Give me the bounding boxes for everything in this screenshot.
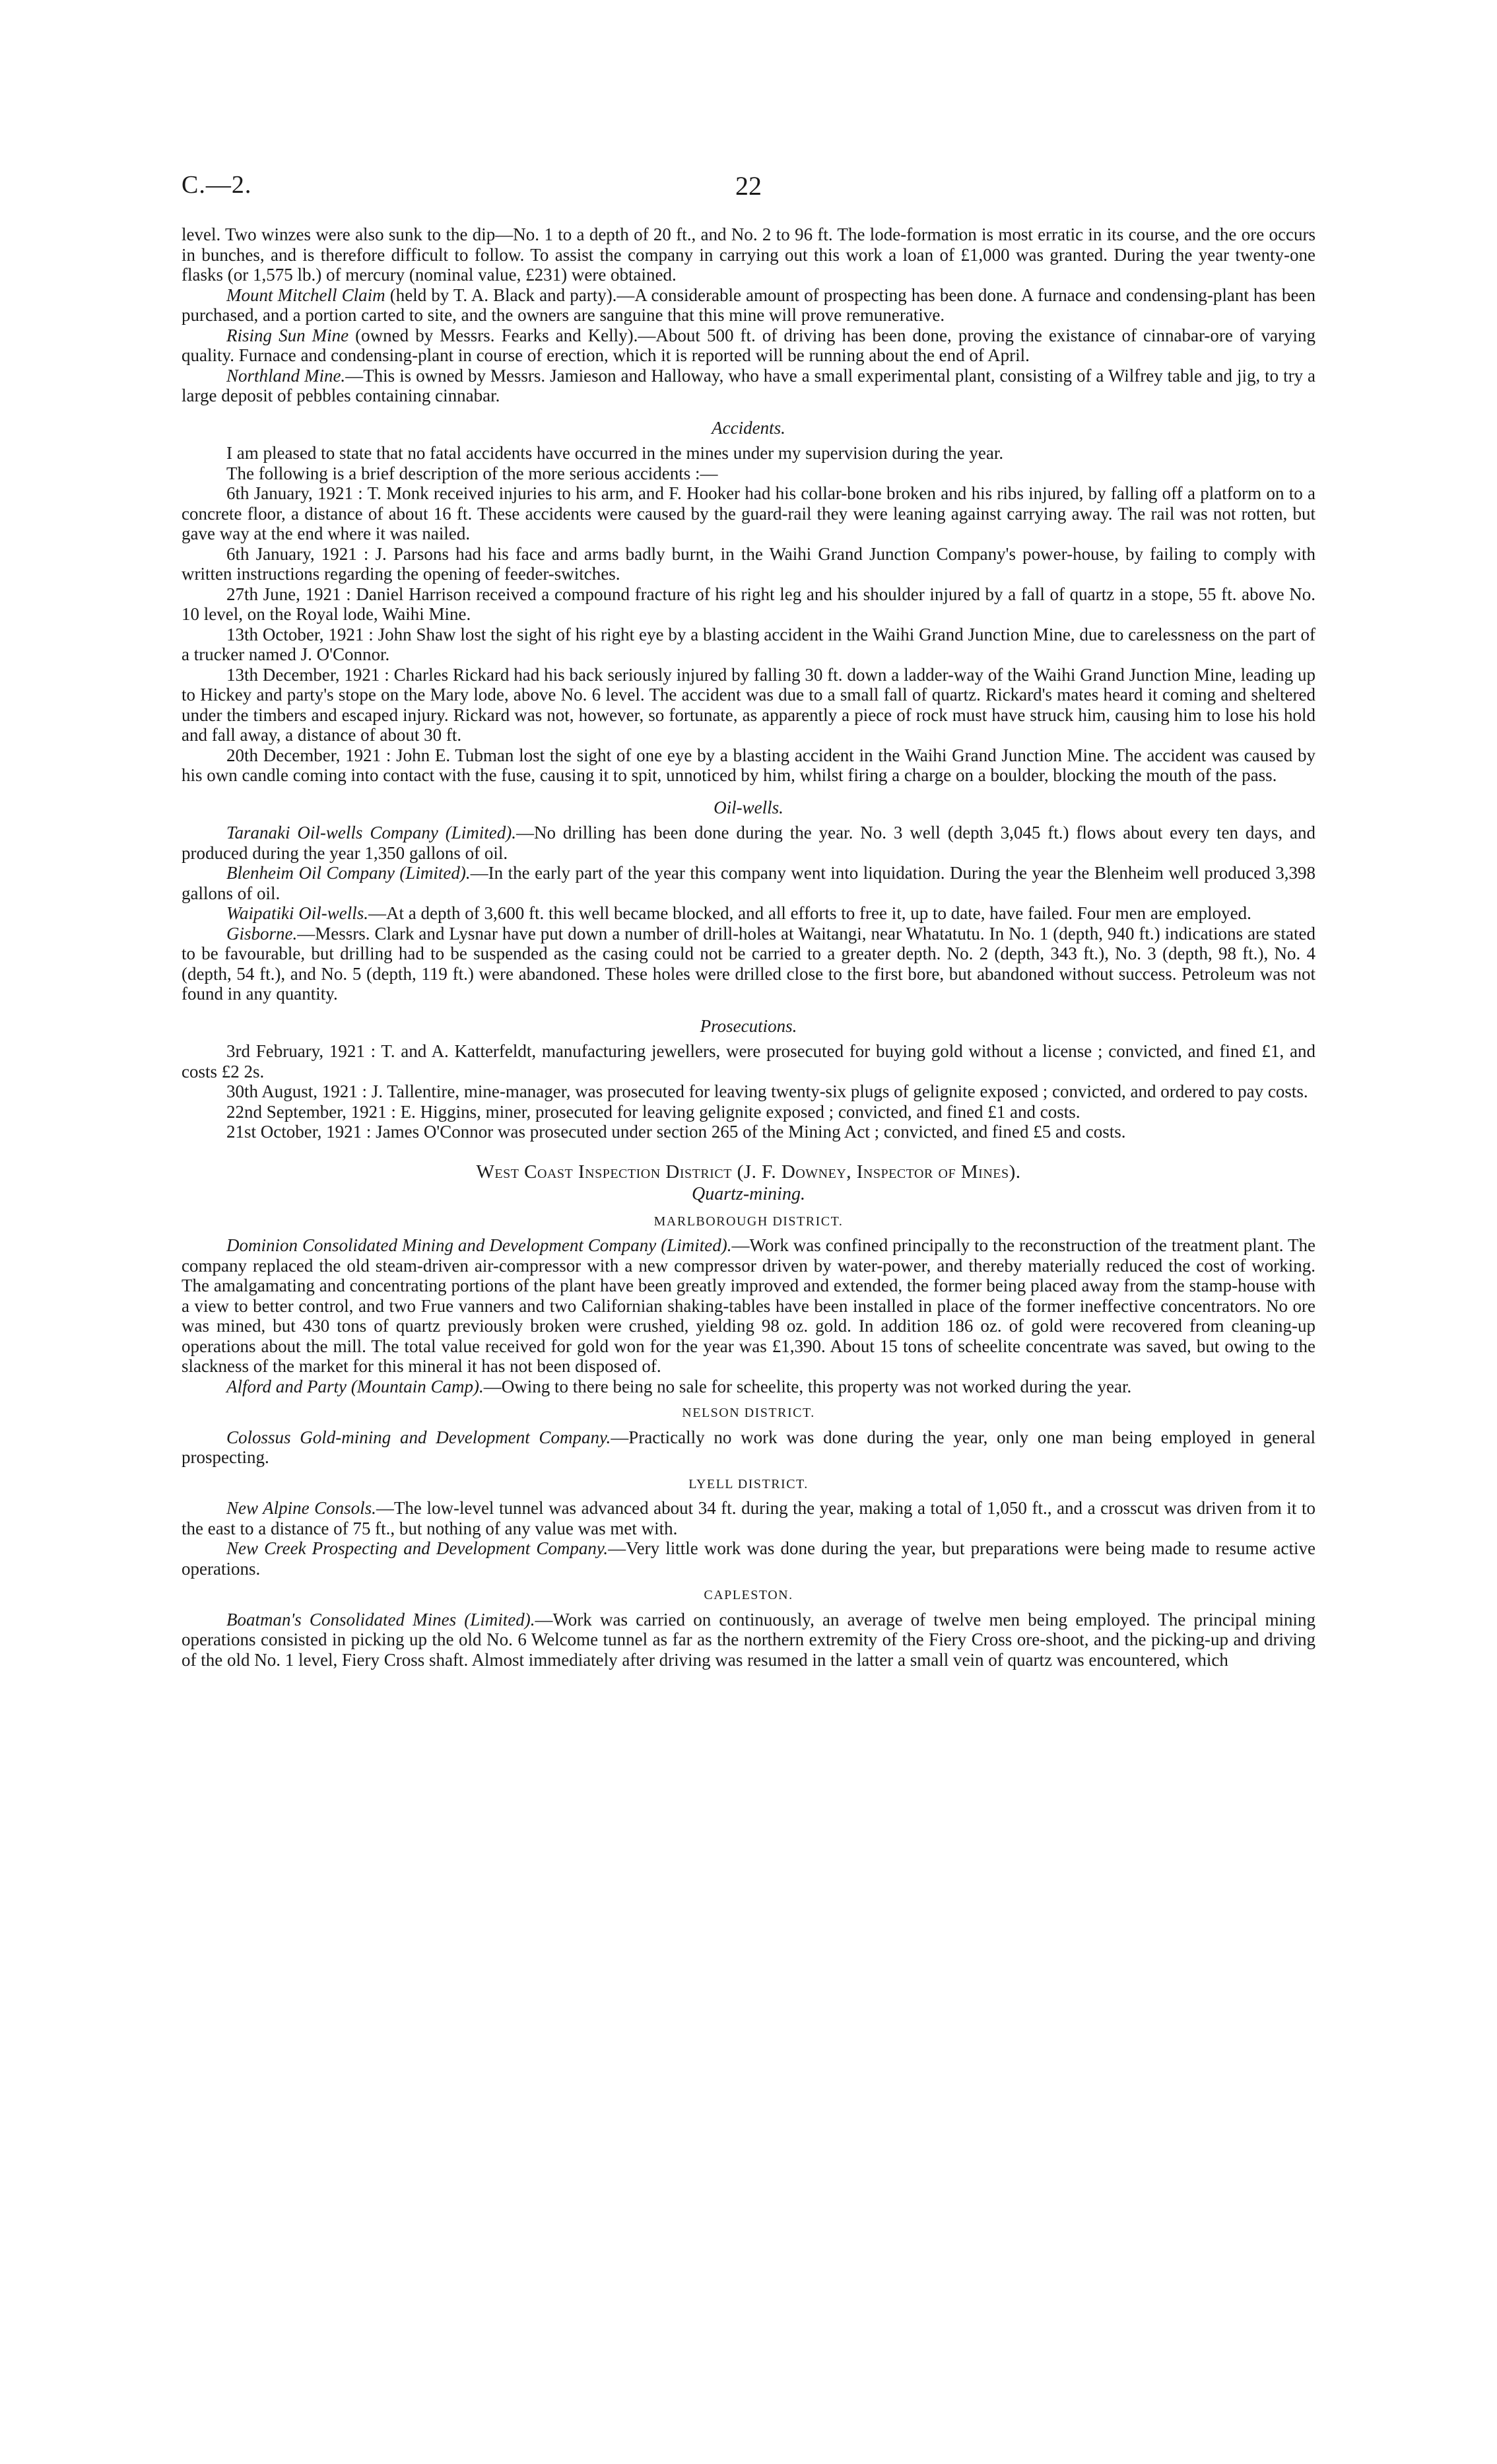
district-label: NELSON DISTRICT. bbox=[682, 1406, 815, 1420]
paragraph-text: —In the early part of the year this company went into liquidation. During the year the Blenheim well produced 3,398 gallons of oil. bbox=[182, 863, 1315, 903]
paragraph-text: 6th January, 1921 : J. Parsons had his face and arms badly burnt, in the Waihi Grand Junction Company's power-house, by failing to comply with written instructions regarding the opening of feeder-switches. bbox=[182, 543, 1315, 584]
paragraph-text: —Practically no work was done during the year, only one man being employed in general prospecting. bbox=[182, 1427, 1316, 1467]
district-label: CAPLESTON. bbox=[704, 1588, 793, 1602]
paragraph bbox=[182, 224, 1315, 285]
italic-title: Colossus Gold-mining and Development Company. bbox=[226, 1427, 611, 1447]
italic-title: Northland Mine. bbox=[226, 365, 346, 386]
italic-title: Blenheim Oil Company (Limited). bbox=[226, 863, 471, 883]
paragraph-text: 3rd February, 1921 : T. and A. Katterfeldt, manufacturing jewellers, were prosecuted for buying gold without a license ; convicted, and fined £1, and costs £2 2s. bbox=[182, 1041, 1315, 1081]
report-body bbox=[182, 224, 1315, 1670]
paragraph bbox=[182, 463, 1315, 484]
paragraph bbox=[182, 863, 1315, 903]
paragraph-text: 22nd September, 1921 : E. Higgins, miner, prosecuted for leaving gelignite exposed ; convicted, and fined £1 and costs. bbox=[226, 1101, 1081, 1122]
district-label: LYELL DISTRICT. bbox=[688, 1476, 809, 1491]
paragraph-text: 13th October, 1921 : John Shaw lost the sight of his right eye by a blasting accident in the Waihi Grand Junction Mine, due to carelessness on the part of a trucker named J. O'Connor. bbox=[182, 624, 1315, 664]
paragraph bbox=[182, 1427, 1315, 1468]
section-heading: Prosecutions. bbox=[700, 1015, 797, 1036]
italic-title: Boatman's Consolidated Mines (Limited). bbox=[226, 1609, 535, 1629]
paragraph-text: 13th December, 1921 : Charles Rickard had his back seriously injured by falling 30 ft. down a ladder-way of the Waihi Grand Junction Mine, leading up to Hickey and party's stope on the Mary lode, above No. 6 level. The accident was due to a small fall of quartz. Rickard's mates heard it coming and sheltered under the timbers and escaped injury. Rickard was not, however, so fortunate, as apparently a piece of rock must have struck him, causing him to lose his hold and fall away, a distance of about 30 ft. bbox=[182, 664, 1315, 745]
paragraph-text: 6th January, 1921 : T. Monk received injuries to his arm, and F. Hooker had his collar-bone broken and his ribs injured, by falling off a platform on to a concrete floor, a distance of about 16 ft. These accidents were caused by the guard-rail they were leaning against carrying away. The rail was not rotten, but gave way at the end where it was nailed. bbox=[182, 483, 1315, 543]
paragraph-text: 27th June, 1921 : Daniel Harrison received a compound fracture of his right leg and his shoulder injured by a fall of quartz in a stope, 55 ft. above No. 10 level, on the Royal lode, Waihi Mine. bbox=[182, 584, 1315, 624]
paragraph bbox=[182, 325, 1315, 366]
paragraph bbox=[182, 665, 1315, 745]
italic-title: Dominion Consolidated Mining and Development Company (Limited). bbox=[226, 1235, 732, 1255]
paragraph bbox=[182, 903, 1315, 924]
paragraph-text: 21st October, 1921 : James O'Connor was prosecuted under section 265 of the Mining Act ; convicted, and fined £5 and costs. bbox=[226, 1122, 1126, 1142]
paragraph-text: 20th December, 1921 : John E. Tubman lost the sight of one eye by a blasting accident in the Waihi Grand Junction Mine. The accident was caused by his own candle coming into contact with the fuse, causing it to spit, unnoticed by him, whilst firing a charge on a boulder, blocking the mouth of the pass. bbox=[182, 745, 1315, 785]
section-heading: Oil-wells. bbox=[714, 797, 783, 817]
paragraph-text: —At a depth of 3,600 ft. this well became blocked, and all efforts to free it, up to date, have failed. Four men are employed. bbox=[368, 903, 1251, 923]
paragraph-text: —Work was confined principally to the reconstruction of the treatment plant. The company replaced the old steam-driven air-compressor with a new compressor driven by water-power, and thereby materially reduced the cost of working. The amalgamating and concentrating portions of the plant have been greatly improved and extended, the former being placed away from the stamp-house with a view to better control, and two Frue vanners and two Californian shaking-tables have been installed in place of the former ineffective concentrators. No ore was mined, but 430 tons of quartz previously broken were crushed, yielding 98 oz. gold. In addition 186 oz. of gold were recovered from cleaning-up operations about the mill. The total value received for gold won for the year was £1,390. About 15 tons of scheelite concentrate was saved, but owing to the slackness of the market for this mineral it has not been disposed of. bbox=[182, 1235, 1315, 1376]
district-heading: West Coast Inspection District (J. F. Downey, Inspector of Mines). bbox=[476, 1161, 1021, 1182]
paragraph bbox=[182, 1377, 1315, 1397]
paragraph bbox=[182, 483, 1315, 544]
italic-title: Waipatiki Oil-wells. bbox=[226, 903, 368, 923]
italic-title: Alford and Party (Mountain Camp). bbox=[226, 1376, 484, 1396]
paragraph bbox=[182, 625, 1315, 665]
paragraph bbox=[182, 285, 1315, 325]
paragraph bbox=[182, 823, 1315, 863]
paragraph bbox=[182, 366, 1315, 406]
paragraph-text: I am pleased to state that no fatal accidents have occurred in the mines under my supervision during the year. bbox=[226, 443, 1004, 463]
paragraph bbox=[182, 1538, 1315, 1579]
italic-title: New Alpine Consols. bbox=[226, 1498, 376, 1518]
paragraph bbox=[182, 1122, 1315, 1142]
page-number: 22 bbox=[735, 171, 762, 201]
paragraph bbox=[182, 1610, 1315, 1670]
paragraph-text: —Very little work was done during the year, but preparations were being made to resume active operations. bbox=[182, 1538, 1315, 1579]
paragraph bbox=[182, 1498, 1315, 1538]
page-header bbox=[182, 170, 1315, 210]
paragraph bbox=[182, 1102, 1315, 1122]
paragraph bbox=[182, 443, 1315, 463]
paragraph-text: (owned by Messrs. Fearks and Kelly).—About 500 ft. of driving has been done, proving the existance of cinnabar-ore of varying quality. Furnace and condensing-plant in course of erection, which it is reported will be running about the end of April. bbox=[182, 325, 1315, 365]
italic-title: Mount Mitchell Claim bbox=[226, 285, 385, 305]
paragraph bbox=[182, 1081, 1315, 1102]
report-reference: C.—2. bbox=[182, 171, 252, 199]
subsection-heading: Quartz-mining. bbox=[692, 1184, 805, 1204]
paragraph-text: —Owing to there being no sale for scheelite, this property was not worked during the year. bbox=[483, 1376, 1132, 1396]
italic-title: Rising Sun Mine bbox=[226, 325, 349, 345]
paragraph-text: —The low-level tunnel was advanced about 34 ft. during the year, making a total of 1,050 ft., and a crosscut was driven from it to the east to a distance of 75 ft., but nothing of any value was met with. bbox=[182, 1498, 1315, 1538]
paragraph-text: (held by T. A. Black and party).—A considerable amount of prospecting has been done. A furnace and condensing-plant has been purchased, and a portion carted to site, and the owners are sanguine that this mine will prove remunerative. bbox=[182, 285, 1316, 325]
paragraph-text: 30th August, 1921 : J. Tallentire, mine-manager, was prosecuted for leaving twenty-six plugs of gelignite exposed ; convicted, and ordered to pay costs. bbox=[226, 1081, 1308, 1101]
paragraph-text: —No drilling has been done during the year. No. 3 well (depth 3,045 ft.) flows about every ten days, and produced during the year 1,350 gallons of oil. bbox=[182, 823, 1315, 863]
paragraph-text: —This is owned by Messrs. Jamieson and Halloway, who have a small experimental plant, consisting of a Wilfrey table and jig, to try a large deposit of pebbles containing cinnabar. bbox=[182, 365, 1316, 405]
paragraph-text: —Messrs. Clark and Lysnar have put down a number of drill-holes at Waitangi, near Whatatutu. In No. 1 (depth, 940 ft.) indications are stated to be favourable, but drilling had to be suspended as the casing could not be carried to a greater depth. No. 2 (depth, 343 ft.), No. 3 (depth, 98 ft.), No. 4 (depth, 54 ft.), and No. 5 (depth, 119 ft.) were abandoned. These holes were drilled close to the first bore, but abandoned without success. Petroleum was not found in any quantity. bbox=[182, 923, 1315, 1004]
district-label: MARLBOROUGH DISTRICT. bbox=[653, 1214, 844, 1229]
paragraph-text: level. Two winzes were also sunk to the dip—No. 1 to a depth of 20 ft., and No. 2 to 96 ft. The lode-formation is most erratic in its course, and the ore occurs in bunches, and is therefore difficult to follow. To assist the company in carrying out this work a loan of £1,000 was granted. During the year twenty-one flasks (or 1,575 lb.) of mercury (nominal value, £231) were obtained. bbox=[182, 224, 1315, 285]
paragraph bbox=[182, 1235, 1315, 1377]
paragraph bbox=[182, 544, 1315, 584]
paragraph bbox=[182, 924, 1315, 1004]
paragraph bbox=[182, 584, 1315, 625]
paragraph bbox=[182, 1041, 1315, 1081]
paragraph-text: The following is a brief description of the more serious accidents :— bbox=[226, 463, 718, 483]
italic-title: New Creek Prospecting and Development Company. bbox=[226, 1538, 609, 1558]
section-heading: Accidents. bbox=[712, 417, 785, 438]
italic-title: Gisborne. bbox=[226, 923, 298, 943]
italic-title: Taranaki Oil-wells Company (Limited). bbox=[226, 823, 516, 842]
paragraph bbox=[182, 745, 1315, 786]
paragraph-text: —Work was carried on continuously, an average of twelve men being employed. The principal mining operations consisted in picking up the old No. 6 Welcome tunnel as far as the northern extremity of the Fiery Cross ore-shoot, and the picking-up and driving of the old No. 1 level, Fiery Cross shaft. Almost immediately after driving was resumed in the latter a small vein of quartz was encountered, which bbox=[182, 1609, 1315, 1670]
